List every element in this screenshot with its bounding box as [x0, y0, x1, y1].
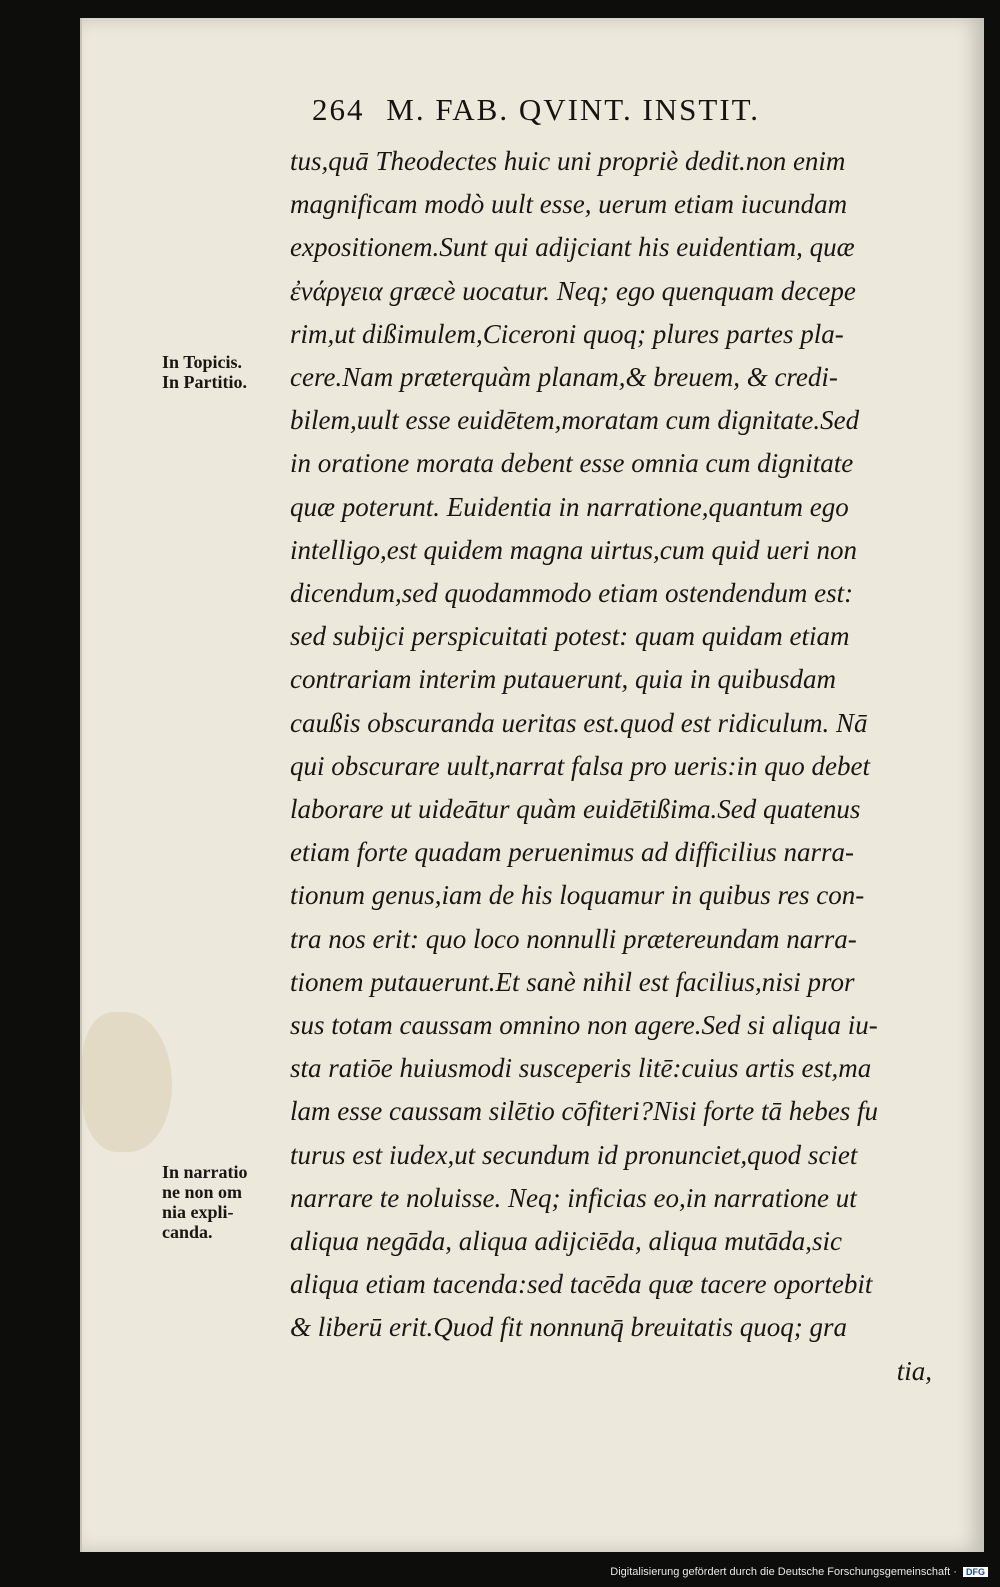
marginal-note-topicis: [162, 352, 247, 392]
body-text: [290, 140, 950, 1393]
running-title: M. FAB. QVINT. INSTIT.: [386, 92, 761, 127]
text-line: contrariam interim putauerunt, quia in quibusdam: [290, 664, 836, 695]
catchword-line: tia,: [896, 1355, 932, 1386]
text-line: expositionem.Sunt qui adijciant his euidentiam, quæ: [290, 232, 855, 263]
text-line: magnificam modò uult esse, uerum etiam iucundam: [290, 189, 848, 220]
text-line: etiam forte quadam peruenimus ad difficilius narra-: [290, 837, 854, 868]
marginal-note-line: nia expli-: [162, 1202, 234, 1222]
marginal-note-narratio: [162, 1162, 248, 1242]
text-line: tus,quā Theodectes huic uni propriè dedit.non enim: [290, 146, 846, 176]
text-line: qui obscurare uult,narrat falsa pro ueris:in quo debet: [290, 750, 870, 781]
text-line: in oratione morata debent esse omnia cum dignitate: [290, 448, 854, 479]
page-number: 264: [312, 92, 365, 127]
text-line: sed subijci perspicuitati potest: quam quidam etiam: [290, 621, 850, 652]
text-line: caußis obscuranda ueritas est.quod est ridiculum. Nā: [290, 707, 868, 738]
marginal-note-line: In narratio: [162, 1162, 248, 1182]
text-line: lam esse caussam silētio cōfiteri?Nisi forte tā hebes fu: [290, 1096, 878, 1127]
text-line: aliqua etiam tacenda:sed tacēda quæ tacere oportebit: [290, 1269, 873, 1300]
marginal-note-line: In Partitio.: [162, 372, 247, 392]
text-line: dicendum,sed quodammodo etiam ostendendum est:: [290, 578, 854, 609]
text-line: rim,ut dißimulem,Ciceroni quoq; plures partes pla-: [290, 318, 844, 349]
dfg-logo-icon: DFG: [963, 1567, 988, 1577]
text-line: narrare te noluisse. Neq; inficias eo,in narratione ut: [290, 1182, 857, 1213]
running-head: [312, 92, 932, 128]
text-line: turus est iudex,ut secundum id pronunciet,quod sciet: [290, 1139, 858, 1170]
digitization-credit: [610, 1566, 988, 1578]
text-line: tionum genus,iam de his loquamur in quibus res con-: [290, 880, 865, 911]
marginal-note-line: canda.: [162, 1222, 213, 1242]
text-line: ἐνάργεια græcè uocatur. Neq; ego quenquam decepe: [290, 275, 856, 306]
water-stain: [82, 1012, 172, 1152]
text-line: sta ratiōe huiusmodi susceperis litē:cuius artis est,ma: [290, 1053, 872, 1084]
text-line: laborare ut uideātur quàm euidētißima.Sed quatenus: [290, 794, 861, 825]
text-line: intelligo,est quidem magna uirtus,cum quid ueri non: [290, 534, 857, 565]
marginal-note-line: In Topicis.: [162, 352, 243, 372]
text-line: cere.Nam præterquàm planam,& breuem, & credi-: [290, 362, 838, 393]
marginal-note-line: ne non om: [162, 1182, 243, 1202]
credit-text: Digitalisierung gefördert durch die Deutsche Forschungsgemeinschaft ·: [610, 1566, 957, 1578]
text-line: bilem,uult esse euidētem,moratam cum dignitate.Sed: [290, 405, 860, 436]
text-line: & liberū erit.Quod fit nonnunq̄ breuitatis quoq; gra: [290, 1312, 847, 1343]
text-line: aliqua negāda, aliqua adijciēda, aliqua mutāda,sic: [290, 1226, 842, 1257]
text-line: quæ poterunt. Euidentia in narratione,quantum ego: [290, 491, 849, 522]
text-line: tionem putauerunt.Et sanè nihil est facilius,nisi pror: [290, 966, 855, 997]
text-line: sus totam caussam omnino non agere.Sed si aliqua iu-: [290, 1010, 878, 1041]
text-line: tra nos erit: quo loco nonnulli prætereundam narra-: [290, 923, 857, 954]
